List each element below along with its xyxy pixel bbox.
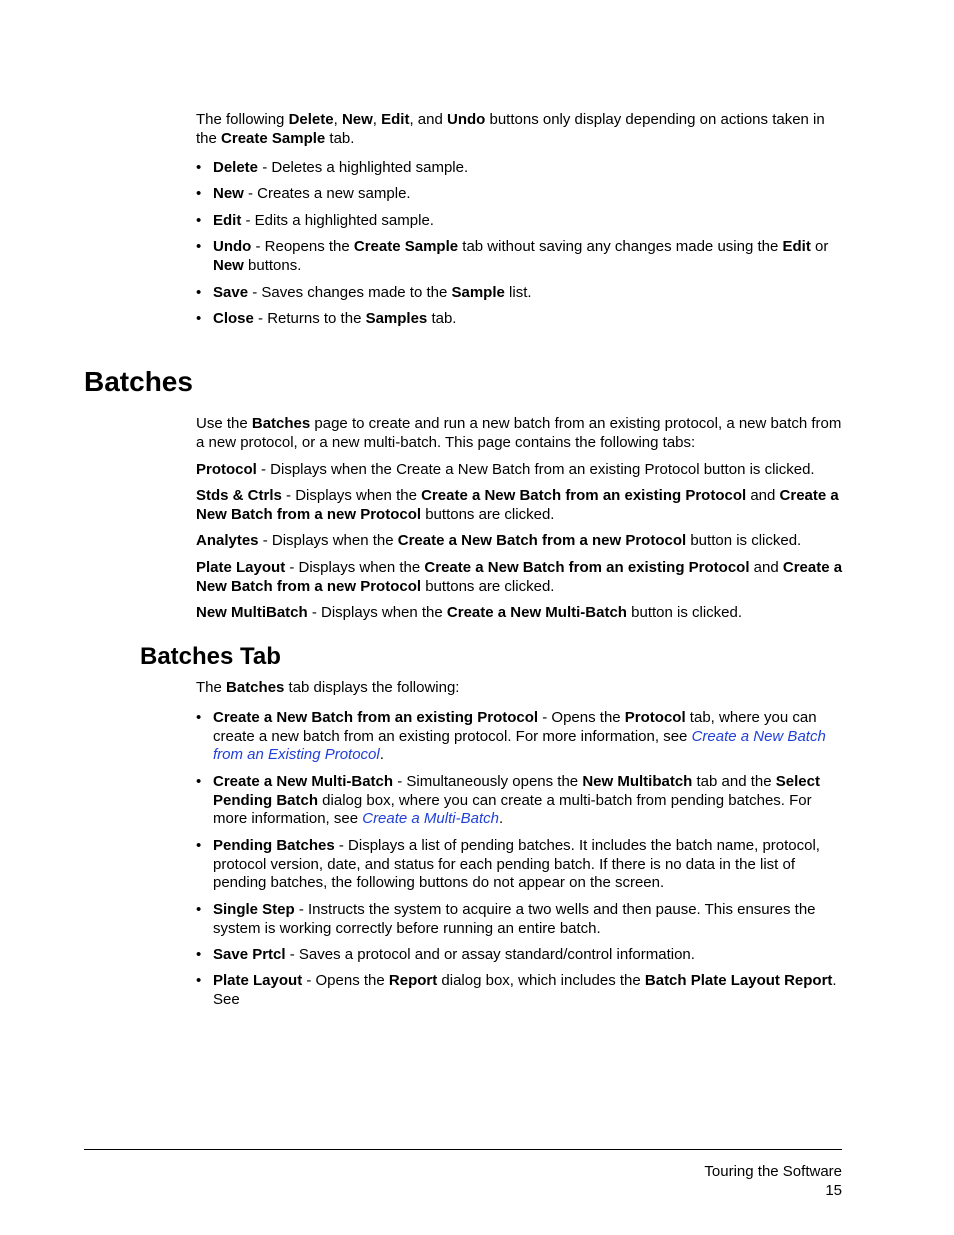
tab-description-new-multibatch — [196, 604, 844, 623]
bold-term: Pending Batches — [213, 837, 335, 854]
text-run: - Displays when the Create a New Batch from an existing Protocol button is clicked. — [256, 461, 815, 478]
text-run: list. — [504, 284, 532, 301]
text-run: The following — [196, 111, 289, 128]
text-run: tab. — [325, 129, 355, 147]
text-run: tab. — [427, 310, 457, 327]
text-run: - Reopens the — [251, 238, 354, 255]
bold-term: Report — [388, 972, 438, 989]
list-item-save — [196, 284, 844, 303]
bold-term: Batches — [226, 679, 285, 696]
text-run: - Saves a protocol and or assay standard/control information. — [285, 946, 695, 963]
bullet-icon: • — [196, 709, 202, 726]
text-run: , — [372, 111, 382, 128]
text-run: or — [810, 238, 829, 255]
bold-term: Save Prtcl — [213, 946, 286, 963]
bullet-icon: • — [196, 284, 202, 301]
bold-term: Create a New Batch from a new Protocol — [196, 487, 839, 523]
list-item-create-new-batch-existing — [196, 709, 844, 765]
cross-reference-link[interactable]: Create a New Batch from an Existing Protocol — [213, 727, 826, 763]
text-run: tab displays the following: — [284, 679, 460, 696]
bold-term: Delete — [213, 159, 259, 176]
text-run: tab without saving any changes made using the — [458, 238, 783, 255]
bold-term: Edit — [782, 238, 811, 255]
text-run: - Displays a list of pending batches. It includes the batch name, protocol, protocol version, date, and status for each pending batch. If there is no data in the list of pending batches, the following buttons do not appear on the screen. — [213, 837, 820, 891]
tab-description-analytes — [196, 532, 844, 551]
text-run: buttons only display depending on actions taken in the — [196, 111, 825, 147]
bold-term: Create a New Multi-Batch — [446, 604, 627, 621]
text-run: dialog box, which includes the — [437, 972, 645, 989]
text-run: tab, where you can create a new batch from an existing protocol. For more information, see — [213, 709, 817, 745]
section-heading-batches: Batches — [84, 366, 193, 397]
bullet-icon: • — [196, 185, 202, 202]
list-item-create-multi-batch — [196, 773, 844, 829]
section-heading-batches-tab: Batches Tab — [140, 643, 281, 670]
bullet-icon: • — [196, 773, 202, 790]
list-item-edit — [196, 212, 844, 231]
text-run: buttons. — [243, 256, 302, 274]
bold-term: Create a New Batch from a new Protocol — [196, 559, 843, 595]
bullet-icon: • — [196, 212, 202, 229]
bold-term: Single Step — [213, 901, 295, 918]
bullet-icon: • — [196, 238, 202, 255]
bullet-icon: • — [196, 901, 202, 918]
bold-term: New — [341, 111, 373, 128]
text-run: buttons are clicked. — [421, 577, 555, 595]
bold-term: Create a New Batch from an existing Protocol — [424, 559, 750, 576]
bold-term: Batches — [251, 415, 311, 432]
bold-term: Sample — [451, 284, 505, 301]
text-run: - Creates a new sample. — [243, 185, 411, 202]
bullet-icon: • — [196, 310, 202, 327]
bold-term: New Multibatch — [582, 773, 693, 790]
text-run: - Simultaneously opens the — [393, 773, 583, 790]
text-run: , and — [409, 111, 447, 128]
batches-intro-paragraph — [196, 415, 844, 452]
tab-description-stds-ctrls — [196, 487, 844, 524]
list-item-single-step — [196, 901, 844, 938]
footer-divider — [84, 1149, 842, 1150]
text-run: . See — [213, 972, 837, 1008]
bold-term: Create a New Multi-Batch — [213, 773, 394, 790]
bullet-icon: • — [196, 159, 202, 176]
text-run: . — [379, 746, 384, 763]
bold-term: New MultiBatch — [196, 604, 308, 621]
bold-term: Edit — [213, 212, 242, 229]
bold-term: Create a New Batch from a new Protocol — [397, 532, 687, 549]
bold-term: Protocol — [624, 709, 686, 726]
bold-term: New — [213, 185, 244, 202]
bold-term: Create a New Batch from an existing Protocol — [421, 487, 747, 504]
text-run: - Returns to the — [253, 310, 366, 327]
text-run: dialog box, where you can create a multi-batch from pending batches. For more information, see — [213, 791, 812, 827]
text-run: - Deletes a highlighted sample. — [258, 159, 469, 176]
text-run: page to create and run a new batch from an existing protocol, a new batch from a new protocol, or a new multi-batch. This page contains the following tabs: — [196, 415, 842, 451]
page-footer — [704, 1163, 842, 1200]
intro-paragraph — [196, 111, 844, 148]
text-run: button is clicked. — [626, 604, 743, 621]
text-run: and — [746, 487, 780, 504]
text-run: - Opens the — [538, 709, 625, 726]
bold-term: Protocol — [196, 461, 257, 478]
bold-term: Save — [213, 284, 249, 301]
text-run: Use the — [196, 415, 252, 432]
bold-term: Undo — [447, 111, 486, 128]
text-run: tab and the — [692, 773, 776, 790]
bold-term: Plate Layout — [213, 972, 303, 989]
text-run: and — [749, 559, 783, 576]
cross-reference-link[interactable]: Create a Multi-Batch — [362, 810, 499, 827]
text-run: - Instructs the system to acquire a two wells and then pause. This ensures the system is working correctly before running an entire batch. — [213, 901, 816, 937]
text-run: - Edits a highlighted sample. — [241, 212, 434, 229]
bold-term: Create Sample — [353, 238, 459, 255]
list-item-undo — [196, 238, 844, 275]
bold-term: Stds & Ctrls — [196, 487, 282, 504]
bullet-icon: • — [196, 946, 202, 963]
text-run: - Displays when the — [258, 532, 398, 549]
bold-term: Edit — [381, 111, 410, 128]
bold-term: Batch Plate Layout Report — [644, 972, 833, 989]
bold-term: New — [213, 256, 244, 274]
bold-term: Select Pending Batch — [213, 773, 820, 809]
page-number: 15 — [825, 1181, 842, 1199]
text-run: - Displays when the — [281, 487, 422, 504]
list-item-new — [196, 185, 844, 204]
bullet-icon: • — [196, 972, 202, 989]
text-run: , — [333, 111, 342, 128]
tab-description-plate-layout — [196, 559, 844, 596]
bold-term: Create Sample — [221, 129, 326, 147]
batches-tab-intro-paragraph — [196, 679, 844, 698]
bold-term: Close — [213, 310, 254, 327]
bold-term: Undo — [213, 238, 252, 255]
bold-term: Samples — [365, 310, 428, 327]
text-run: button is clicked. — [686, 532, 802, 549]
text-run: buttons are clicked. — [421, 505, 555, 523]
text-run: - Displays when the — [285, 559, 425, 576]
bold-term: Analytes — [196, 532, 259, 549]
text-run: - Opens the — [302, 972, 389, 989]
list-item-delete — [196, 159, 844, 178]
list-item-close — [196, 310, 844, 329]
text-run: . — [498, 810, 504, 827]
bullet-icon: • — [196, 837, 202, 854]
list-item-save-prtcl — [196, 946, 844, 965]
text-run: - Displays when the — [307, 604, 447, 621]
text-run: - Saves changes made to the — [248, 284, 452, 301]
bold-term: Plate Layout — [196, 559, 286, 576]
tab-description-protocol — [196, 461, 844, 480]
bold-term: Create a New Batch from an existing Protocol — [213, 709, 539, 726]
footer-section-title: Touring the Software — [704, 1163, 842, 1180]
bold-term: Delete — [288, 111, 334, 128]
text-run: The — [196, 679, 227, 696]
list-item-pending-batches — [196, 837, 844, 893]
list-item-plate-layout — [196, 972, 844, 1009]
